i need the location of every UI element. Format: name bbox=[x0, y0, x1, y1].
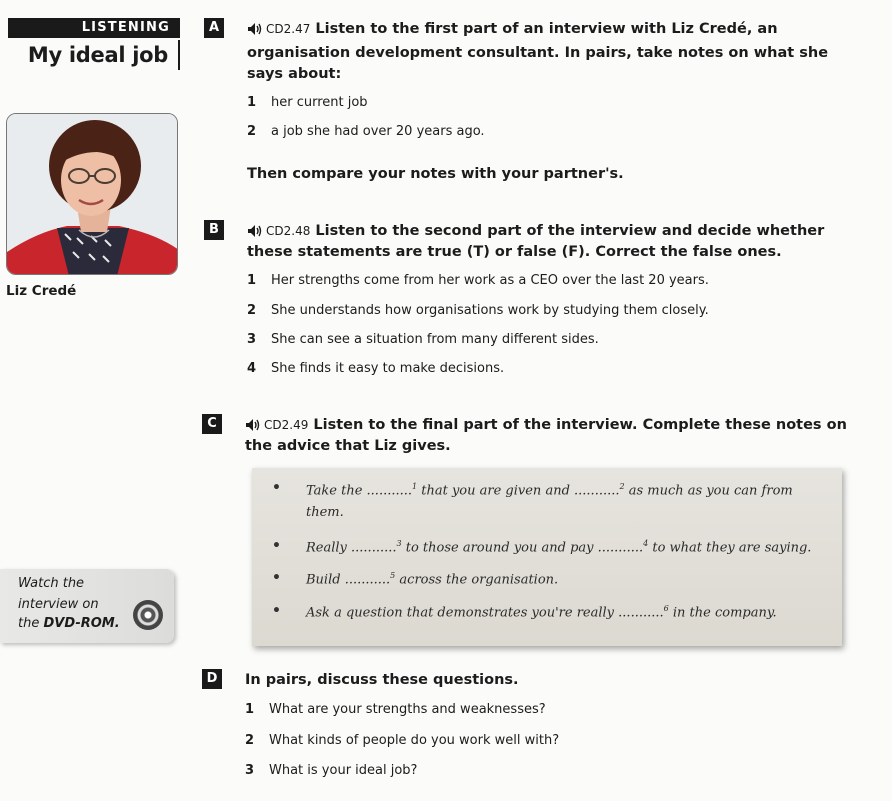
exercise-b-badge: B bbox=[204, 220, 224, 240]
bullet-icon: • bbox=[272, 538, 281, 554]
blank-4-input[interactable]: ........... bbox=[597, 540, 644, 556]
note-3: Build ...........$^5$ across the organisation. bbox=[306, 571, 559, 588]
list-item bbox=[247, 124, 485, 139]
speaker-icon[interactable] bbox=[247, 22, 263, 36]
list-item-text: What is your ideal job? bbox=[269, 763, 418, 778]
list-item-number: 2 bbox=[245, 733, 255, 748]
speaker-icon[interactable] bbox=[245, 418, 261, 432]
dvd-line-2: interview on bbox=[18, 597, 99, 612]
exercise-b-instruction-text: Listen to the second part of the interview and decide whether bbox=[315, 223, 825, 239]
list-item bbox=[245, 733, 559, 748]
list-item-number: 4 bbox=[247, 361, 257, 376]
exercise-d-badge: D bbox=[202, 669, 222, 689]
list-item bbox=[247, 332, 599, 347]
list-item-text: She can see a situation from many different sides. bbox=[271, 332, 599, 347]
disc-icon[interactable] bbox=[133, 600, 163, 630]
exercise-a-instruction-line-1 bbox=[247, 19, 778, 39]
exercise-b-instruction-line-2: these statements are true (T) or false (F). Correct the false ones. bbox=[247, 244, 782, 260]
list-item-number: 1 bbox=[245, 702, 255, 717]
list-item-number: 3 bbox=[247, 332, 257, 347]
list-item-number: 3 bbox=[245, 763, 255, 778]
bullet-icon: • bbox=[272, 570, 281, 586]
note-2: Really ...........$^3$ to those around you and pay ...........$^4$ to what they are saying. bbox=[306, 539, 812, 556]
note-1: Take the ...........$^1$ that you are given and ...........$^2$ as much as you can from bbox=[306, 482, 793, 499]
exercise-c-instruction-text: Listen to the final part of the interview. Complete these notes on bbox=[313, 417, 847, 433]
list-item-text: She understands how organisations work by studying them closely. bbox=[271, 303, 709, 318]
dvd-line-3-bold: DVD-ROM. bbox=[43, 616, 120, 631]
blank-3-input[interactable]: ........... bbox=[351, 540, 397, 556]
exercise-a-cd-code: CD2.47 bbox=[266, 22, 311, 36]
portrait-photo bbox=[6, 113, 178, 275]
section-title: My ideal job bbox=[8, 40, 180, 70]
blank-1-input[interactable]: ........... bbox=[366, 483, 413, 499]
list-item bbox=[247, 361, 504, 376]
blank-6-input[interactable]: ........... bbox=[618, 605, 664, 621]
blank-2-input[interactable]: ........... bbox=[574, 483, 620, 499]
photo-caption: Liz Credé bbox=[6, 283, 77, 299]
list-item bbox=[247, 95, 368, 110]
note-4: Ask a question that demonstrates you're really ...........$^6$ in the company. bbox=[306, 604, 777, 621]
blank-5-input[interactable]: ........... bbox=[344, 572, 391, 588]
list-item-text: She finds it easy to make decisions. bbox=[271, 361, 505, 376]
list-item-number: 1 bbox=[247, 273, 257, 288]
list-item bbox=[247, 303, 709, 318]
list-item-text: Her strengths come from her work as a CEO over the last 20 years. bbox=[271, 273, 709, 288]
dvd-line-1: Watch the bbox=[18, 576, 85, 591]
list-item bbox=[245, 763, 417, 778]
exercise-b-cd-code: CD2.48 bbox=[266, 224, 311, 238]
exercise-c-cd-code: CD2.49 bbox=[264, 418, 309, 432]
exercise-a-followup: Then compare your notes with your partner's. bbox=[247, 166, 624, 182]
list-item-number: 2 bbox=[247, 303, 257, 318]
exercise-c-badge: C bbox=[202, 414, 222, 434]
exercise-c-instruction-line-1 bbox=[245, 415, 847, 435]
exercise-a-instruction-text: Listen to the first part of an interview with Liz Credé, an bbox=[315, 21, 778, 37]
dvd-line-3 bbox=[18, 616, 120, 631]
bullet-icon: • bbox=[272, 480, 281, 496]
list-item-text: a job she had over 20 years ago. bbox=[271, 124, 485, 139]
exercise-d-instruction: In pairs, discuss these questions. bbox=[245, 672, 519, 688]
list-item bbox=[247, 273, 709, 288]
list-item-text: her current job bbox=[271, 95, 368, 110]
exercise-a-instruction-line-3: says about: bbox=[247, 66, 342, 82]
speaker-icon[interactable] bbox=[247, 224, 263, 238]
exercise-a-badge: A bbox=[204, 18, 224, 38]
list-item-text: What kinds of people do you work well with? bbox=[269, 733, 560, 748]
exercise-b-instruction-line-1 bbox=[247, 221, 824, 241]
list-item-text: What are your strengths and weaknesses? bbox=[269, 702, 546, 717]
list-item bbox=[245, 702, 546, 717]
dvd-line-3-prefix: the bbox=[18, 616, 44, 631]
exercise-c-instruction-line-2: the advice that Liz gives. bbox=[245, 438, 451, 454]
list-item-number: 1 bbox=[247, 95, 257, 110]
exercise-a-instruction-line-2: organisation development consultant. In pairs, take notes on what she bbox=[247, 45, 829, 61]
section-tag: LISTENING bbox=[8, 18, 180, 38]
portrait-illustration bbox=[7, 114, 178, 275]
note-1-continued: them. bbox=[306, 505, 344, 520]
bullet-icon: • bbox=[272, 603, 281, 619]
list-item-number: 2 bbox=[247, 124, 257, 139]
